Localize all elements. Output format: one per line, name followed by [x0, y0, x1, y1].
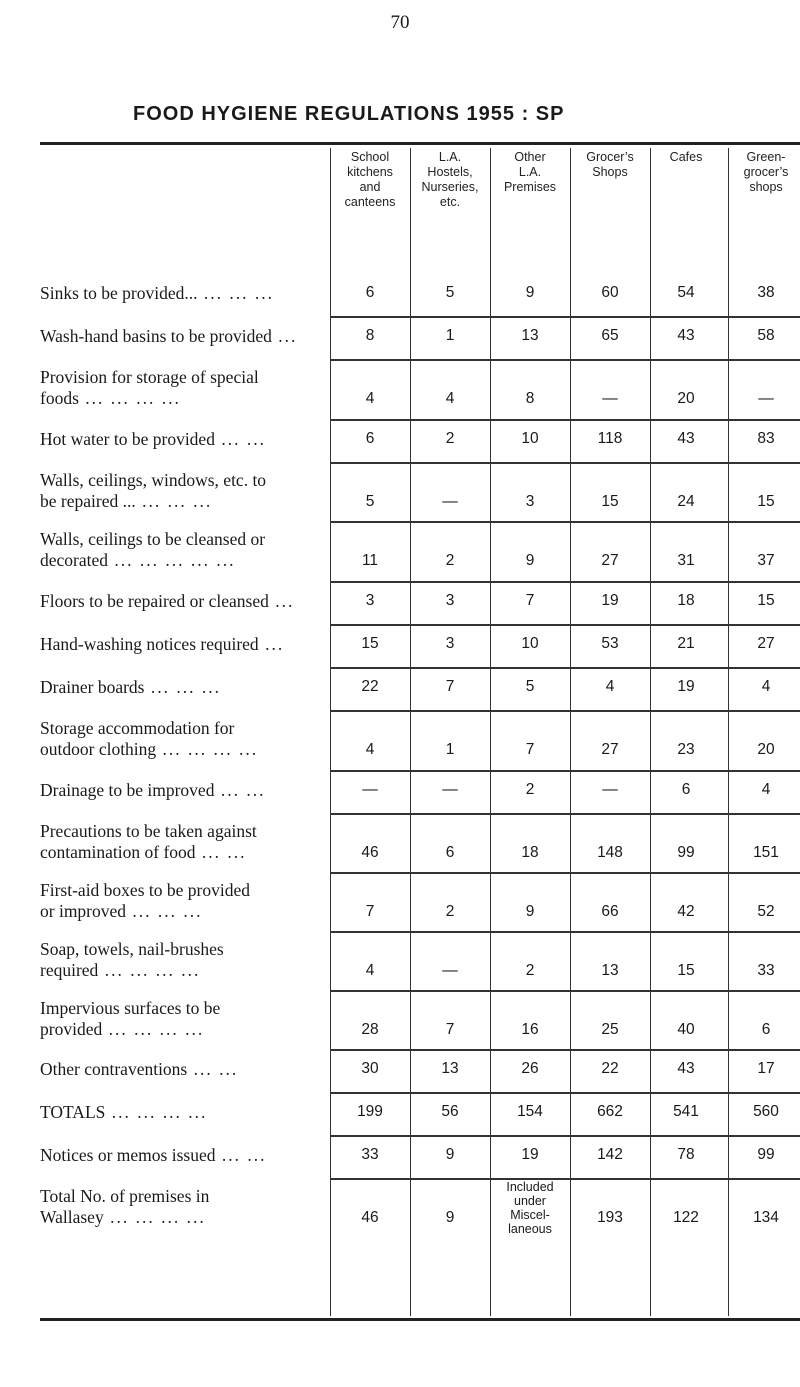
table-cell: 4 — [365, 741, 375, 758]
row-rule — [40, 667, 330, 668]
leader-dots: ... ... ... ... ... — [108, 550, 236, 570]
table-cell: — — [758, 390, 774, 407]
row-label — [40, 677, 330, 698]
row-rule — [330, 521, 800, 523]
table-cell: 4 — [365, 390, 375, 407]
table-cell: 6 — [761, 1021, 771, 1038]
table-cell: 2 — [445, 552, 455, 569]
leader-dots: ... ... ... ... — [78, 388, 181, 408]
table-cell: 4 — [761, 678, 771, 695]
table-cell: 19 — [521, 1146, 539, 1163]
table-cell: 58 — [757, 327, 775, 344]
row-label — [40, 998, 330, 1040]
row-rule — [40, 521, 330, 522]
table-cell: — — [362, 781, 378, 798]
table-cell: 54 — [677, 284, 695, 301]
row-label-text: Notices or memos issued — [40, 1145, 216, 1165]
table-cell: 2 — [445, 430, 455, 447]
table-cell: 4 — [365, 962, 375, 979]
row-label — [40, 780, 330, 801]
leader-dots: ... ... — [215, 1145, 267, 1165]
row-label-text: Storage accommodation for outdoor clothing — [40, 718, 235, 759]
table-cell: 7 — [445, 678, 455, 695]
table-cell: 99 — [757, 1146, 775, 1163]
table-cell: 22 — [601, 1060, 619, 1077]
table-cell: 65 — [601, 327, 619, 344]
row-label-text: Other contraventions — [40, 1059, 188, 1079]
table-cell: 5 — [525, 678, 535, 695]
row-label-text: Hand-washing notices required — [40, 634, 259, 654]
column-rule — [330, 148, 331, 1316]
row-label-text: Impervious surfaces to be provided — [40, 998, 221, 1039]
table-cell: 134 — [753, 1209, 779, 1226]
row-label — [40, 283, 330, 304]
column-rule — [570, 148, 571, 1316]
row-label — [40, 429, 330, 450]
table-cell: 4 — [605, 678, 615, 695]
row-rule — [40, 316, 330, 317]
table-cell: 4 — [445, 390, 455, 407]
column-header — [410, 150, 490, 270]
leader-dots: ... ... ... — [144, 677, 221, 697]
leader-dots: ... ... — [187, 1059, 239, 1079]
table-cell: 27 — [757, 635, 775, 652]
table-cell: 22 — [361, 678, 379, 695]
table-cell: 27 — [601, 552, 619, 569]
leader-dots: ... — [271, 326, 298, 346]
table-cell: 10 — [521, 430, 539, 447]
table-cell: 60 — [601, 284, 619, 301]
column-header — [490, 150, 570, 270]
table-cell: 15 — [677, 962, 695, 979]
leader-dots: ... ... ... — [197, 283, 274, 303]
column-rule — [410, 148, 411, 1316]
row-rule — [40, 624, 330, 625]
table-cell: 15 — [601, 493, 619, 510]
table-cell: 30 — [361, 1060, 379, 1077]
row-rule — [40, 813, 330, 814]
table-cell: 33 — [361, 1146, 379, 1163]
leader-dots: ... — [258, 634, 285, 654]
row-rule — [330, 710, 800, 712]
row-rule — [40, 1178, 330, 1179]
table-cell: 46 — [361, 844, 379, 861]
table-cell: 66 — [601, 903, 619, 920]
row-rule — [40, 462, 330, 463]
row-rule — [330, 1049, 800, 1051]
table-cell: 662 — [597, 1103, 623, 1120]
table-cell: 28 — [361, 1021, 379, 1038]
column-header-label: Green- grocer’s shops — [743, 150, 789, 194]
row-rule — [330, 1092, 800, 1094]
row-rule — [330, 359, 800, 361]
row-label — [40, 880, 330, 922]
leader-dots: ... ... ... ... — [156, 739, 259, 759]
row-label-text: Walls, ceilings, windows, etc. to be repaired ... — [40, 470, 267, 511]
table-cell: 15 — [757, 592, 775, 609]
row-rule — [330, 316, 800, 318]
table-cell: — — [442, 962, 458, 979]
table-cell: 9 — [525, 284, 535, 301]
table-cell: 19 — [677, 678, 695, 695]
row-label — [40, 326, 330, 347]
table-cell: 83 — [757, 430, 775, 447]
row-label-text: Walls, ceilings to be cleansed or decorated — [40, 529, 266, 570]
row-label-text: Provision for storage of special foods — [40, 367, 259, 408]
row-rule — [40, 1092, 330, 1093]
row-rule — [40, 419, 330, 420]
leader-dots: ... ... — [195, 842, 247, 862]
table-cell: 13 — [441, 1060, 459, 1077]
table-cell: 20 — [757, 741, 775, 758]
table-cell: 40 — [677, 1021, 695, 1038]
row-label — [40, 591, 330, 612]
leader-dots: ... ... ... ... — [103, 1207, 206, 1227]
row-label-text: First-aid boxes to be provided or improved — [40, 880, 250, 921]
table-cell: 541 — [673, 1103, 699, 1120]
row-label — [40, 718, 330, 760]
row-rule — [40, 710, 330, 711]
table-cell: 18 — [677, 592, 695, 609]
table-cell: 2 — [525, 962, 535, 979]
table-cell: 21 — [677, 635, 695, 652]
table-cell: 560 — [753, 1103, 779, 1120]
table-cell: 9 — [525, 903, 535, 920]
table-cell: 25 — [601, 1021, 619, 1038]
row-rule — [330, 931, 800, 933]
row-rule — [40, 359, 330, 360]
column-header-label: Cafes — [669, 150, 703, 164]
row-label — [40, 634, 330, 655]
row-rule — [40, 1135, 330, 1136]
table-cell: 3 — [445, 592, 455, 609]
row-label — [40, 367, 330, 409]
top-rule — [40, 142, 800, 145]
row-label — [40, 821, 330, 863]
row-label-text: TOTALS — [40, 1102, 106, 1122]
row-rule — [330, 624, 800, 626]
column-header — [330, 150, 410, 270]
bottom-rule — [40, 1318, 800, 1321]
table-cell: 3 — [445, 635, 455, 652]
row-label — [40, 1059, 330, 1080]
leader-dots: ... ... ... — [135, 491, 213, 511]
table-cell: 199 — [357, 1103, 383, 1120]
row-label — [40, 1102, 330, 1123]
page-title: FOOD HYGIENE REGULATIONS 1955 : SP — [133, 103, 565, 125]
row-rule — [40, 990, 330, 991]
table-cell: 15 — [361, 635, 379, 652]
table-cell: 23 — [677, 741, 695, 758]
table-cell: 13 — [521, 327, 539, 344]
table-cell: 42 — [677, 903, 695, 920]
table-cell: 5 — [445, 284, 455, 301]
table-cell: 46 — [361, 1209, 379, 1226]
table-cell: 26 — [521, 1060, 539, 1077]
column-header-label: Other L.A. Premises — [503, 150, 557, 194]
table-cell: 15 — [757, 493, 775, 510]
row-label — [40, 939, 330, 981]
row-label-text: Drainer boards — [40, 677, 145, 697]
table-cell: 20 — [677, 390, 695, 407]
table-cell: 151 — [753, 844, 779, 861]
table-cell: 3 — [525, 493, 535, 510]
table-cell: 6 — [445, 844, 455, 861]
page-number: 70 — [390, 12, 410, 33]
row-label-text: Soap, towels, nail-brushes required — [40, 939, 224, 980]
table-cell: 33 — [757, 962, 775, 979]
table-cell: 43 — [677, 1060, 695, 1077]
table-cell: 154 — [517, 1103, 543, 1120]
table-cell: 31 — [677, 552, 695, 569]
table-cell: Included under Miscel- laneous — [506, 1180, 554, 1236]
table-cell: 8 — [365, 327, 375, 344]
row-label — [40, 529, 330, 571]
row-rule — [330, 1135, 800, 1137]
column-header — [726, 150, 800, 270]
row-rule — [330, 462, 800, 464]
row-label-text: Hot water to be provided — [40, 429, 215, 449]
table-cell: — — [442, 493, 458, 510]
table-cell: — — [602, 781, 618, 798]
table-cell: 56 — [441, 1103, 459, 1120]
table-cell: 1 — [445, 741, 455, 758]
row-label-text: Drainage to be improved — [40, 780, 215, 800]
leader-dots: ... ... ... — [126, 901, 203, 921]
row-label — [40, 470, 330, 512]
table-cell: 27 — [601, 741, 619, 758]
table-cell: 37 — [757, 552, 775, 569]
table-cell: 13 — [601, 962, 619, 979]
table-cell: 7 — [525, 592, 535, 609]
row-rule — [330, 770, 800, 772]
table-cell: 7 — [525, 741, 535, 758]
table-cell: 6 — [365, 430, 375, 447]
table-cell: 2 — [445, 903, 455, 920]
table-cell: 11 — [361, 552, 379, 569]
leader-dots: ... ... — [214, 780, 266, 800]
table-cell: 9 — [445, 1146, 455, 1163]
column-header-label: Grocer’s Shops — [586, 150, 634, 179]
row-label-text: Floors to be repaired or cleansed — [40, 591, 269, 611]
table-cell: 122 — [673, 1209, 699, 1226]
table-cell: 7 — [365, 903, 375, 920]
table-cell: 142 — [597, 1146, 623, 1163]
table-cell: 16 — [521, 1021, 539, 1038]
row-rule — [330, 813, 800, 815]
column-header — [570, 150, 650, 270]
row-rule — [40, 581, 330, 582]
row-rule — [40, 1049, 330, 1050]
table-cell: 18 — [521, 844, 539, 861]
table-cell: 1 — [445, 327, 455, 344]
row-label-text: Precautions to be taken against contamination of food — [40, 821, 257, 862]
table-cell: 118 — [597, 430, 623, 447]
column-header-label: School kitchens and canteens — [344, 150, 396, 209]
column-header — [646, 150, 726, 270]
row-rule — [330, 990, 800, 992]
table-cell: 99 — [677, 844, 695, 861]
row-label — [40, 1186, 330, 1228]
table-cell: 6 — [365, 284, 375, 301]
table-cell: 7 — [445, 1021, 455, 1038]
table-cell: 6 — [681, 781, 691, 798]
table-cell: 3 — [365, 592, 375, 609]
table-cell: 78 — [677, 1146, 695, 1163]
table-cell: 38 — [757, 284, 775, 301]
table-cell: 43 — [677, 430, 695, 447]
column-rule — [650, 148, 651, 1316]
row-rule — [40, 872, 330, 873]
column-rule — [728, 148, 729, 1316]
leader-dots: ... ... ... ... — [105, 1102, 208, 1122]
table-cell: — — [602, 390, 618, 407]
table-cell: 193 — [597, 1209, 623, 1226]
table-cell: 148 — [597, 844, 623, 861]
leader-dots: ... ... ... ... — [102, 1019, 205, 1039]
table-cell: 17 — [757, 1060, 775, 1077]
row-rule — [40, 931, 330, 932]
row-rule — [330, 872, 800, 874]
row-label-text: Sinks to be provided... — [40, 283, 198, 303]
table-cell: 10 — [521, 635, 539, 652]
table-cell: 19 — [601, 592, 619, 609]
column-header-label: L.A. Hostels, Nurseries, etc. — [421, 150, 479, 209]
table-cell: 8 — [525, 390, 535, 407]
table-cell: 53 — [601, 635, 619, 652]
row-label-text: Total No. of premises in Wallasey — [40, 1186, 210, 1227]
table-cell: 9 — [445, 1209, 455, 1226]
table-cell: 4 — [761, 781, 771, 798]
table-cell: 5 — [365, 493, 375, 510]
row-rule — [330, 419, 800, 421]
leader-dots: ... — [268, 591, 295, 611]
table-cell: 9 — [525, 552, 535, 569]
leader-dots: ... ... — [214, 429, 266, 449]
table-cell: — — [442, 781, 458, 798]
row-label — [40, 1145, 330, 1166]
row-rule — [40, 770, 330, 771]
table-cell: 2 — [525, 781, 535, 798]
row-rule — [330, 667, 800, 669]
column-rule — [490, 148, 491, 1316]
table-cell: 43 — [677, 327, 695, 344]
leader-dots: ... ... ... ... — [98, 960, 201, 980]
table-cell: 24 — [677, 493, 695, 510]
row-label-text: Wash-hand basins to be provided — [40, 326, 272, 346]
row-rule — [330, 581, 800, 583]
table-cell: 52 — [757, 903, 775, 920]
